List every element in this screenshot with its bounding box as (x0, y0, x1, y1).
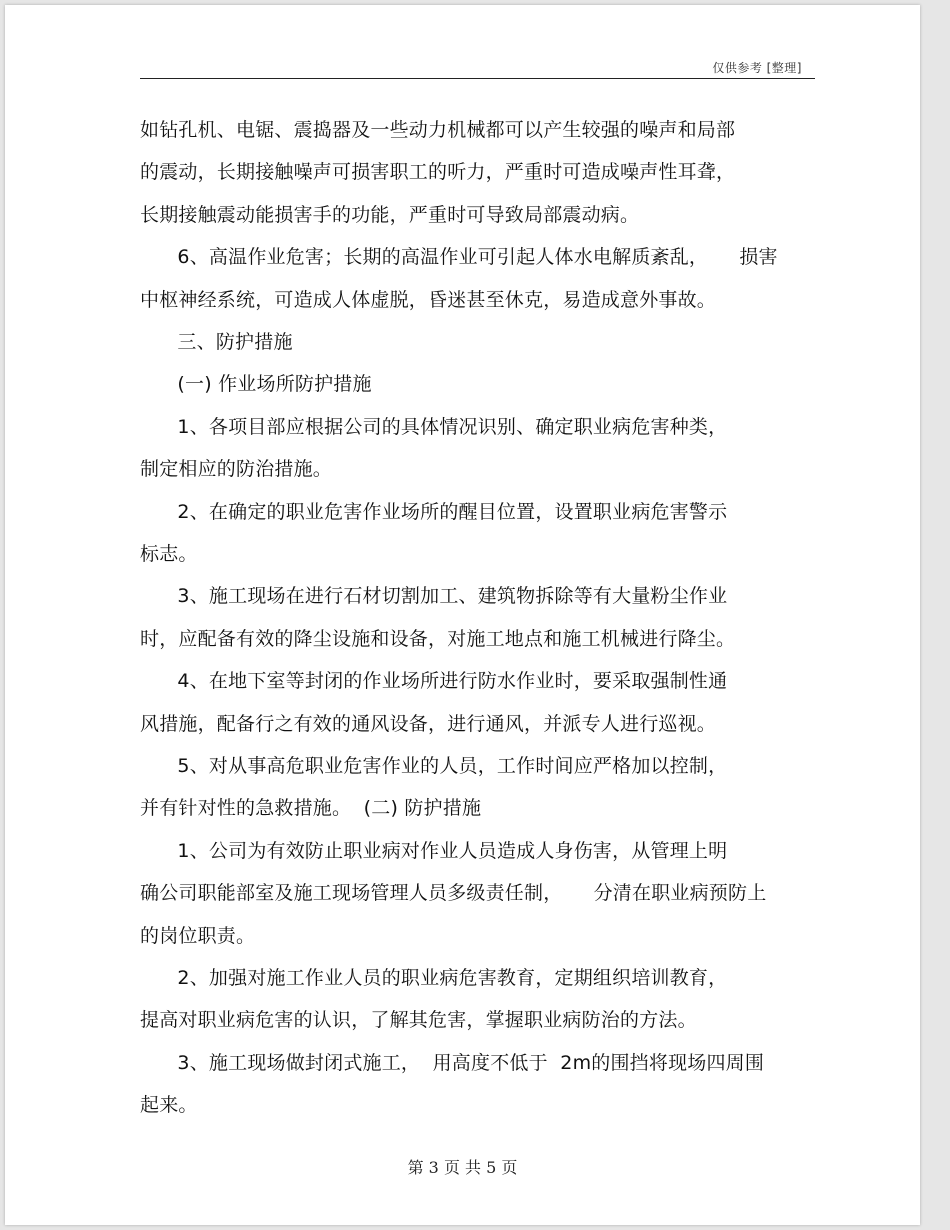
body-line: 的震动，长期接触噪声可损害职工的听力，严重时可造成噪声性耳聋， (140, 161, 736, 184)
body-line: 1、公司为有效防止职业病对作业人员造成人身伤害，从管理上明 (140, 839, 728, 862)
header-divider (140, 78, 815, 79)
body-line: 时，应配备有效的降尘设施和设备，对施工地点和施工机械进行降尘。 (140, 627, 736, 650)
document-page (5, 5, 920, 1225)
body-line: 确公司职能部室及施工现场管理人员多级责任制， 分清在职业病预防上 (140, 882, 767, 905)
page-footer: 第 3 页 共 5 页 (407, 1158, 518, 1177)
body-line: 起来。 (140, 1094, 198, 1117)
body-line: 并有针对性的急救措施。 (二) 防护措施 (140, 797, 482, 820)
body-line: 5、对从事高危职业危害作业的人员，工作时间应严格加以控制， (140, 755, 728, 777)
header-note: 仅供参考 [整理] (712, 61, 802, 75)
body-line: 长期接触震动能损害手的功能，严重时可导致局部震动病。 (140, 203, 640, 226)
body-line: 3、施工现场在进行石材切割加工、建筑物拆除等有大量粉尘作业 (140, 585, 728, 608)
body-line: 如钻孔机、电锯、震捣器及一些动力机械都可以产生较强的噪声和局部 (140, 119, 736, 141)
body-line: 1、各项目部应根据公司的具体情况识别、确定职业病危害种类， (140, 415, 728, 438)
body-line: 标志。 (140, 543, 198, 565)
body-line: 2、加强对施工作业人员的职业病危害教育，定期组织培训教育， (140, 967, 728, 989)
body-line: 提高对职业病危害的认识，了解其危害，掌握职业病防治的方法。 (140, 1009, 697, 1032)
body-line: (一) 作业场所防护措施 (140, 373, 372, 396)
body-line: 中枢神经系统，可造成人体虚脱，昏迷甚至休克，易造成意外事故。 (140, 288, 717, 311)
body-line: 三、防护措施 (140, 331, 293, 353)
body-line: 4、在地下室等封闭的作业场所进行防水作业时，要采取强制性通 (140, 670, 728, 693)
body-line: 6、高温作业危害；长期的高温作业可引起人体水电解质紊乱， 损害 (140, 246, 778, 269)
body-line: 风措施，配备行之有效的通风设备，进行通风，并派专人进行巡视。 (140, 712, 717, 735)
body-line: 3、施工现场做封闭式施工， 用高度不低于 2m的围挡将现场四周围 (140, 1051, 765, 1074)
body-line: 的岗位职责。 (140, 924, 256, 947)
body-line: 制定相应的防治措施。 (140, 458, 333, 481)
body-line: 2、在确定的职业危害作业场所的醒目位置，设置职业病危害警示 (140, 500, 728, 523)
